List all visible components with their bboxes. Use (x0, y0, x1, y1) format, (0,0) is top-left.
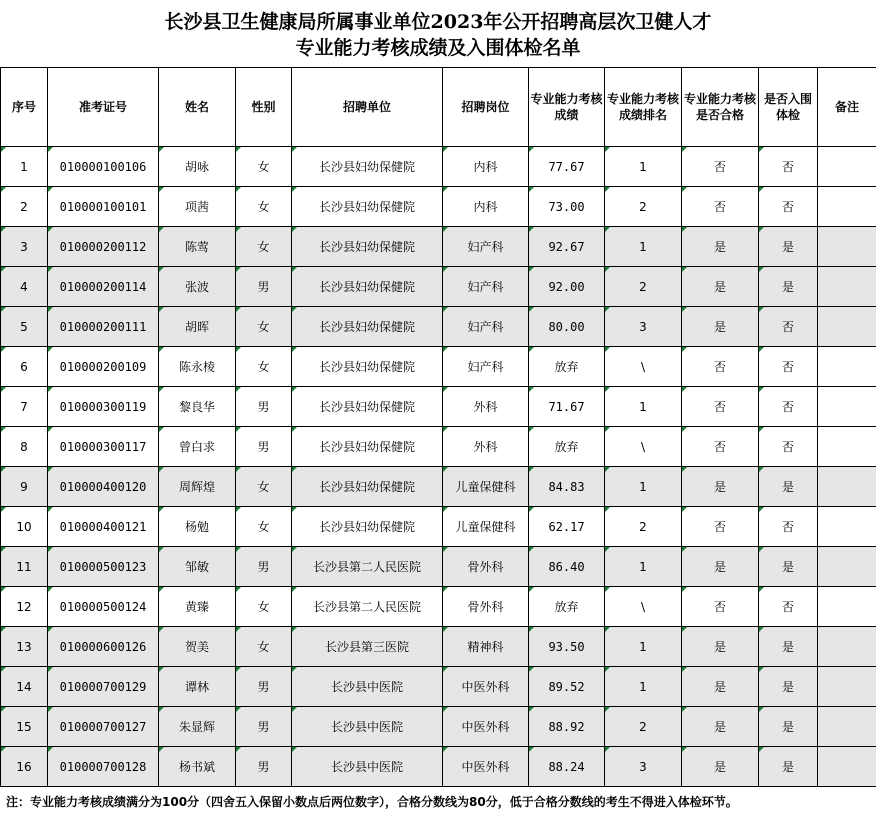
col-header-note: 备注 (818, 68, 876, 147)
cell-pass: 否 (682, 147, 759, 187)
cell-exam-id: 010000100106 (48, 147, 159, 187)
cell-exam-id: 010000500124 (48, 587, 159, 627)
cell-post: 妇产科 (443, 227, 529, 267)
cell-note (818, 267, 876, 307)
cell-gender: 男 (236, 707, 292, 747)
cell-name: 陈永棱 (159, 347, 236, 387)
table-row (1, 627, 876, 667)
col-header-no: 序号 (1, 68, 48, 147)
cell-note (818, 707, 876, 747)
cell-rank: 2 (605, 507, 682, 547)
cell-exam-id: 010000700128 (48, 747, 159, 787)
cell-unit: 长沙县妇幼保健院 (292, 187, 443, 227)
footnote: 注：专业能力考核成绩满分为100分（四舍五入保留小数点后两位数字），合格分数线为80分，低于合格分数线的考生不得进入体检环节。 (6, 795, 738, 809)
cell-score: 71.67 (529, 387, 605, 427)
col-header-unit: 招聘单位 (292, 68, 443, 147)
cell-pass: 是 (682, 227, 759, 267)
cell-score: 放弃 (529, 587, 605, 627)
cell-no: 2 (1, 187, 48, 227)
cell-no: 12 (1, 587, 48, 627)
cell-no: 1 (1, 147, 48, 187)
cell-no: 10 (1, 507, 48, 547)
cell-score: 73.00 (529, 187, 605, 227)
cell-name: 陈莺 (159, 227, 236, 267)
cell-name: 谭林 (159, 667, 236, 707)
cell-name: 黄臻 (159, 587, 236, 627)
cell-name: 杨勉 (159, 507, 236, 547)
cell-note (818, 587, 876, 627)
cell-unit: 长沙县中医院 (292, 707, 443, 747)
cell-shortlist: 否 (759, 147, 818, 187)
cell-rank: 2 (605, 267, 682, 307)
cell-unit: 长沙县妇幼保健院 (292, 307, 443, 347)
cell-rank: 1 (605, 467, 682, 507)
col-header-score: 专业能力考核成绩 (529, 68, 605, 147)
cell-score: 88.92 (529, 707, 605, 747)
table-row (1, 667, 876, 707)
cell-unit: 长沙县妇幼保健院 (292, 427, 443, 467)
cell-shortlist: 否 (759, 347, 818, 387)
cell-post: 外科 (443, 427, 529, 467)
cell-shortlist: 是 (759, 707, 818, 747)
cell-rank: 1 (605, 147, 682, 187)
cell-post: 中医外科 (443, 667, 529, 707)
cell-no: 9 (1, 467, 48, 507)
cell-pass: 否 (682, 587, 759, 627)
cell-no: 7 (1, 387, 48, 427)
cell-post: 儿童保健科 (443, 467, 529, 507)
cell-score: 93.50 (529, 627, 605, 667)
cell-rank: \ (605, 427, 682, 467)
cell-shortlist: 是 (759, 267, 818, 307)
cell-name: 邹敏 (159, 547, 236, 587)
cell-shortlist: 否 (759, 507, 818, 547)
cell-exam-id: 010000200112 (48, 227, 159, 267)
cell-unit: 长沙县妇幼保健院 (292, 387, 443, 427)
cell-exam-id: 010000400120 (48, 467, 159, 507)
cell-shortlist: 是 (759, 667, 818, 707)
cell-exam-id: 010000700129 (48, 667, 159, 707)
cell-no: 4 (1, 267, 48, 307)
cell-pass: 否 (682, 387, 759, 427)
cell-shortlist: 是 (759, 547, 818, 587)
cell-gender: 女 (236, 347, 292, 387)
header-row (1, 68, 876, 147)
cell-no: 14 (1, 667, 48, 707)
cell-pass: 是 (682, 547, 759, 587)
cell-rank: \ (605, 587, 682, 627)
cell-name: 周辉煌 (159, 467, 236, 507)
cell-exam-id: 010000600126 (48, 627, 159, 667)
cell-post: 妇产科 (443, 347, 529, 387)
cell-rank: 2 (605, 707, 682, 747)
cell-post: 骨外科 (443, 547, 529, 587)
cell-no: 8 (1, 427, 48, 467)
cell-exam-id: 010000200109 (48, 347, 159, 387)
cell-post: 中医外科 (443, 747, 529, 787)
cell-gender: 男 (236, 547, 292, 587)
cell-rank: 2 (605, 187, 682, 227)
cell-exam-id: 010000100101 (48, 187, 159, 227)
cell-note (818, 547, 876, 587)
col-header-post: 招聘岗位 (443, 68, 529, 147)
cell-score: 88.24 (529, 747, 605, 787)
cell-post: 内科 (443, 187, 529, 227)
table-row (1, 147, 876, 187)
cell-note (818, 387, 876, 427)
table-row (1, 507, 876, 547)
results-table (0, 67, 876, 787)
cell-shortlist: 是 (759, 747, 818, 787)
cell-note (818, 227, 876, 267)
cell-unit: 长沙县妇幼保健院 (292, 147, 443, 187)
cell-pass: 是 (682, 267, 759, 307)
cell-unit: 长沙县妇幼保健院 (292, 267, 443, 307)
table-row (1, 227, 876, 267)
cell-gender: 女 (236, 627, 292, 667)
cell-score: 放弃 (529, 427, 605, 467)
table-row (1, 307, 876, 347)
table-row (1, 187, 876, 227)
cell-post: 妇产科 (443, 307, 529, 347)
cell-gender: 女 (236, 587, 292, 627)
col-header-shortlist: 是否入围体检 (759, 68, 818, 147)
cell-pass: 否 (682, 187, 759, 227)
cell-pass: 是 (682, 307, 759, 347)
cell-name: 项茜 (159, 187, 236, 227)
cell-unit: 长沙县妇幼保健院 (292, 507, 443, 547)
cell-score: 89.52 (529, 667, 605, 707)
cell-note (818, 507, 876, 547)
cell-score: 92.00 (529, 267, 605, 307)
cell-name: 曾白求 (159, 427, 236, 467)
cell-pass: 是 (682, 667, 759, 707)
table-row (1, 387, 876, 427)
cell-gender: 男 (236, 387, 292, 427)
cell-rank: 1 (605, 627, 682, 667)
cell-score: 84.83 (529, 467, 605, 507)
cell-rank: 1 (605, 227, 682, 267)
cell-unit: 长沙县妇幼保健院 (292, 467, 443, 507)
cell-post: 中医外科 (443, 707, 529, 747)
cell-note (818, 747, 876, 787)
table-row (1, 587, 876, 627)
cell-score: 80.00 (529, 307, 605, 347)
cell-exam-id: 010000700127 (48, 707, 159, 747)
cell-name: 黎良华 (159, 387, 236, 427)
col-header-exam-id: 准考证号 (48, 68, 159, 147)
cell-note (818, 347, 876, 387)
cell-pass: 否 (682, 427, 759, 467)
cell-rank: 1 (605, 547, 682, 587)
cell-shortlist: 是 (759, 627, 818, 667)
cell-shortlist: 是 (759, 467, 818, 507)
col-header-gender: 性别 (236, 68, 292, 147)
table-row (1, 747, 876, 787)
table-row (1, 547, 876, 587)
cell-pass: 是 (682, 747, 759, 787)
cell-note (818, 187, 876, 227)
cell-no: 5 (1, 307, 48, 347)
cell-rank: 1 (605, 667, 682, 707)
cell-note (818, 667, 876, 707)
cell-no: 13 (1, 627, 48, 667)
page-title: 长沙县卫生健康局所属事业单位2023年公开招聘高层次卫健人才 (164, 11, 712, 33)
cell-note (818, 427, 876, 467)
cell-post: 妇产科 (443, 267, 529, 307)
cell-name: 胡咏 (159, 147, 236, 187)
cell-rank: 1 (605, 387, 682, 427)
cell-post: 精神科 (443, 627, 529, 667)
cell-score: 92.67 (529, 227, 605, 267)
cell-exam-id: 010000500123 (48, 547, 159, 587)
cell-shortlist: 否 (759, 427, 818, 467)
cell-note (818, 307, 876, 347)
cell-pass: 是 (682, 707, 759, 747)
cell-unit: 长沙县第三医院 (292, 627, 443, 667)
cell-shortlist: 否 (759, 587, 818, 627)
cell-shortlist: 是 (759, 227, 818, 267)
cell-gender: 男 (236, 667, 292, 707)
cell-unit: 长沙县第二人民医院 (292, 547, 443, 587)
cell-gender: 女 (236, 227, 292, 267)
cell-name: 胡晖 (159, 307, 236, 347)
cell-shortlist: 否 (759, 307, 818, 347)
page-subtitle: 专业能力考核成绩及入围体检名单 (295, 37, 581, 59)
cell-unit: 长沙县中医院 (292, 747, 443, 787)
cell-no: 16 (1, 747, 48, 787)
col-header-name: 姓名 (159, 68, 236, 147)
cell-unit: 长沙县妇幼保健院 (292, 347, 443, 387)
cell-pass: 否 (682, 507, 759, 547)
cell-gender: 女 (236, 187, 292, 227)
table-row (1, 427, 876, 467)
cell-no: 15 (1, 707, 48, 747)
cell-shortlist: 否 (759, 387, 818, 427)
cell-post: 内科 (443, 147, 529, 187)
cell-note (818, 467, 876, 507)
table-row (1, 267, 876, 307)
cell-score: 77.67 (529, 147, 605, 187)
cell-post: 骨外科 (443, 587, 529, 627)
cell-rank: 3 (605, 747, 682, 787)
cell-exam-id: 010000300119 (48, 387, 159, 427)
cell-unit: 长沙县中医院 (292, 667, 443, 707)
cell-name: 贺美 (159, 627, 236, 667)
cell-gender: 男 (236, 747, 292, 787)
cell-name: 朱显辉 (159, 707, 236, 747)
cell-exam-id: 010000200111 (48, 307, 159, 347)
cell-exam-id: 010000400121 (48, 507, 159, 547)
cell-no: 11 (1, 547, 48, 587)
cell-score: 放弃 (529, 347, 605, 387)
cell-gender: 男 (236, 427, 292, 467)
cell-rank: \ (605, 347, 682, 387)
cell-gender: 女 (236, 307, 292, 347)
cell-exam-id: 010000300117 (48, 427, 159, 467)
cell-pass: 否 (682, 347, 759, 387)
table-row (1, 467, 876, 507)
cell-shortlist: 否 (759, 187, 818, 227)
table-body (1, 147, 876, 787)
cell-no: 3 (1, 227, 48, 267)
cell-name: 杨书斌 (159, 747, 236, 787)
cell-rank: 3 (605, 307, 682, 347)
cell-no: 6 (1, 347, 48, 387)
cell-note (818, 627, 876, 667)
cell-name: 张波 (159, 267, 236, 307)
cell-post: 外科 (443, 387, 529, 427)
cell-note (818, 147, 876, 187)
cell-gender: 男 (236, 267, 292, 307)
cell-gender: 女 (236, 507, 292, 547)
table-row (1, 347, 876, 387)
cell-post: 儿童保健科 (443, 507, 529, 547)
cell-pass: 是 (682, 467, 759, 507)
cell-pass: 是 (682, 627, 759, 667)
cell-gender: 女 (236, 147, 292, 187)
col-header-rank: 专业能力考核成绩排名 (605, 68, 682, 147)
cell-exam-id: 010000200114 (48, 267, 159, 307)
cell-unit: 长沙县妇幼保健院 (292, 227, 443, 267)
cell-score: 86.40 (529, 547, 605, 587)
cell-score: 62.17 (529, 507, 605, 547)
col-header-pass: 专业能力考核是否合格 (682, 68, 759, 147)
table-row (1, 707, 876, 747)
cell-unit: 长沙县第二人民医院 (292, 587, 443, 627)
cell-gender: 女 (236, 467, 292, 507)
